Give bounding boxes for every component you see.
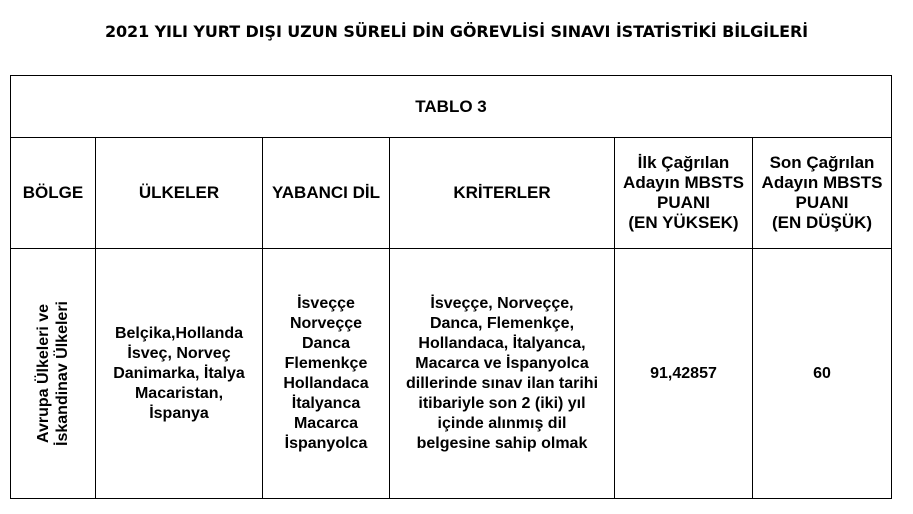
bolge-text: Avrupa Ülkeleri ve İskandinav Ülkeleri xyxy=(35,301,71,446)
cell-kriterler: İsveççe, Norveççe, Danca, Flemenkçe, Hollandaca, İtalyanca, Macarca ve İspanyolca dillerinde sınav ilan tarihi itibariyle son 2 (iki) yıl içinde alınmış dil belgesine sahip olmak xyxy=(390,249,615,499)
page-title: 2021 YILI YURT DIŞI UZUN SÜRELİ DİN GÖREVLİSİ SINAVI İSTATİSTİKİ BİLGİLERİ xyxy=(104,22,809,41)
header-ulkeler: ÜLKELER xyxy=(96,138,263,249)
statistics-table xyxy=(10,75,892,499)
cell-bolge xyxy=(11,249,96,499)
header-yabanci-dil: YABANCI DİL xyxy=(263,138,390,249)
cell-yabanci-dil: İsveççe Norveççe Danca Flemenkçe Hollandaca İtalyanca Macarca İspanyolca xyxy=(263,249,390,499)
table-caption: TABLO 3 xyxy=(11,76,892,138)
header-kriterler: KRİTERLER xyxy=(390,138,615,249)
header-bolge: BÖLGE xyxy=(11,138,96,249)
cell-ulkeler: Belçika,Hollanda İsveç, Norveç Danimarka, İtalya Macaristan, İspanya xyxy=(96,249,263,499)
header-son-puan: Son Çağrılan Adayın MBSTS PUANI (EN DÜŞÜK) xyxy=(753,138,892,249)
cell-son-puan: 60 xyxy=(753,249,892,499)
cell-ilk-puan: 91,42857 xyxy=(615,249,753,499)
table-row xyxy=(11,249,892,499)
table-header-row xyxy=(11,138,892,249)
table-caption-row xyxy=(11,76,892,138)
header-ilk-puan: İlk Çağrılan Adayın MBSTS PUANI (EN YÜKSEK) xyxy=(615,138,753,249)
bolge-wrapper xyxy=(14,254,92,494)
